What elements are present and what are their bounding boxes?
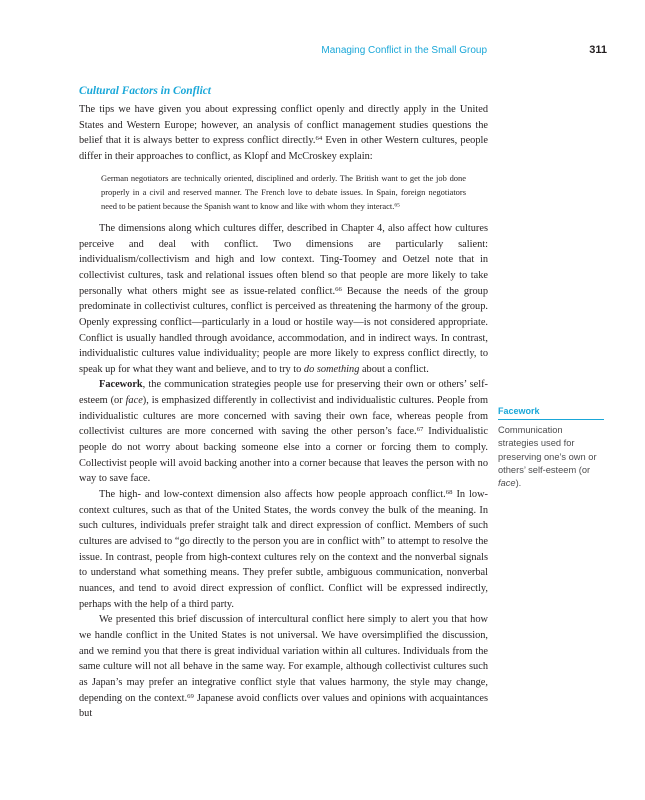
- note-ref-69: 69: [187, 692, 194, 700]
- note-ref-67: 67: [416, 426, 424, 434]
- note-ref-64: 64: [315, 135, 323, 143]
- note-ref-66: 66: [335, 285, 342, 293]
- paragraph-3: Facework, the communication strategies people use for preserving their own or others’ self-esteem (or face), is emphasized differently in collectivist and individualistic cultures. People from individualistic cultures are more concerned with saving their own face, whereas people from collectivist cultures are more concerned with saving the other person’s face.$^{67}$ Individualistic people do not worry about backing someone else into a corner or forcing them to comply. Collectivist people will avoid backing another into a corner because that leaves the person with no way to save face.: [79, 379, 489, 485]
- note-ref-65: 65: [394, 202, 400, 209]
- margin-glossary: [498, 406, 604, 490]
- paragraph-5: We presented this brief discussion of intercultural conflict here simply to alert you that how we handle conflict in the United States is not universal. We have oversimplified the discussion, and we remind you that there is great individual variation within all cultures. Individuals from the same culture will not all behave in the same way. For example, although collectivist cultures such as Japan’s may prefer an integrative conflict style that values harmony, the style may change, depending on the context.$^{69}$ Japanese avoid conflicts over values and opinions with acquaintances but: [79, 614, 489, 720]
- note-ref-68: 68: [445, 489, 453, 497]
- paragraph-2: The dimensions along which cultures differ, described in Chapter 4, also affect how cultures perceive and deal with conflict. Two dimensions are particularly salient: individualism/collectivism and high and low context. Ting-Toomey and Oetzel note that in collectivist cultures, task and relational issues often blend so that people are more likely to take personally what others might see as issue-related conflict.$^{66}$ Because the needs of the group predominate in collectivist cultures, conflict is perceived as threatening the harmony of the group. Openly expressing conflict—particularly in a loud or hostile way—is not considered appropriate. Conflict is usually handled through avoidance, accommodation, and in indirect ways. In contrast, individualistic cultures value individuality; people are more likely to express conflict directly, to speak up for what they want and believe, and to try to do something about a conflict.: [79, 222, 488, 375]
- glossary-term: Facework: [498, 406, 604, 420]
- main-text-column: [79, 84, 488, 722]
- key-term-facework: Facework: [99, 379, 143, 391]
- page-number: 311: [589, 44, 607, 56]
- section-heading: Cultural Factors in Conflict: [79, 85, 211, 97]
- block-quote: German negotiators are technically oriented, disciplined and orderly. The British want to get the job done properly in a civil and reserved manner. The French love to debate issues. In Spain, foreign negotiators need to be patient because the Spanish want to know and like with whom they interact.$^{65}$: [101, 172, 466, 211]
- running-title: Managing Conflict in the Small Group: [321, 45, 487, 56]
- emphasis-do-something: do something: [303, 363, 360, 375]
- glossary-definition: Communication strategies used for preserving one’s own or others’ self-esteem (or face).: [498, 425, 597, 489]
- paragraph-1: The tips we have given you about expressing conflict openly and directly apply in the United States and Western Europe; however, an analysis of conflict management studies questions the belief that it is always better to express conflict directly.$^{64}$ Even in other Western cultures, people differ in their approaches to conflict, as Klopf and McCroskey explain:: [79, 104, 488, 162]
- paragraph-4: The high- and low-context dimension also affects how people approach conflict.$^{68}$ In low-context cultures, such as that of the United States, the words convey the bulk of the meaning. In such cultures, individuals prefer straight talk and direct expression of conflict. Members of such cultures are advised to “go directly to the person you are in conflict with” to attempt to resolve the issue. In contrast, people from high-context cultures rely on the context and the nonverbal signals to understand what something means. They prefer subtle, ambiguous communication, nonverbal nuances, and tend to avoid direct expression of conflict. Conflict will be expressed indirectly, perhaps with the help of a third party.: [79, 489, 489, 610]
- running-head: [0, 45, 645, 61]
